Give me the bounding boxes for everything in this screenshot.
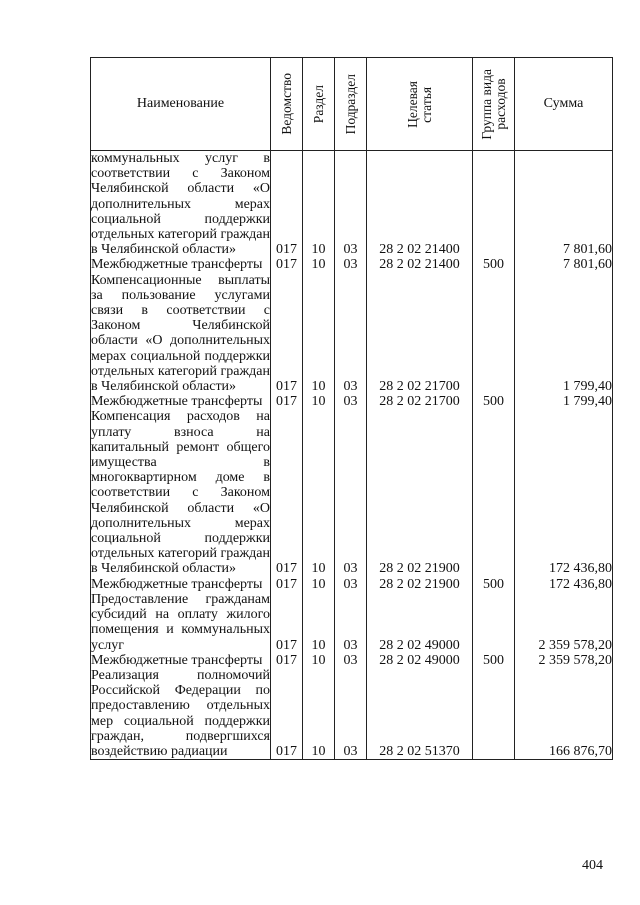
- cell-tselevaya-statya: 28 2 02 51370: [367, 668, 473, 760]
- table-row: [91, 273, 613, 395]
- cell-vedomstvo: 017: [271, 151, 303, 258]
- cell-gruppa-vida: 500: [473, 394, 515, 409]
- cell-vedomstvo: 017: [271, 273, 303, 395]
- cell-gruppa-vida: [473, 273, 515, 395]
- cell-gruppa-vida: [473, 592, 515, 653]
- cell-tselevaya-statya: 28 2 02 21700: [367, 273, 473, 395]
- cell-razdel: 10: [303, 257, 335, 272]
- cell-gruppa-vida: [473, 151, 515, 258]
- cell-tselevaya-statya: 28 2 02 49000: [367, 592, 473, 653]
- cell-gruppa-vida: [473, 409, 515, 576]
- cell-podrazdel: 03: [335, 151, 367, 258]
- table-row: [91, 653, 613, 668]
- cell-summa: 2 359 578,20: [515, 592, 613, 653]
- cell-summa: 7 801,60: [515, 257, 613, 272]
- cell-name: Компенсационные выплаты за пользование услугами связи в соответствии с Законом Челябинской области «О дополнительных мерах социальной поддержки отдельных категорий граждан в Челябинской области»: [91, 272, 270, 395]
- table-row: [91, 409, 613, 576]
- cell-name: Реализация полномочий Российской Федерации по предоставлению отдельных мер социальной поддержки граждан, подвергшихся воздействию радиации: [91, 667, 270, 759]
- budget-table: [90, 57, 613, 760]
- table-header: [91, 58, 613, 151]
- table-row: [91, 257, 613, 272]
- cell-razdel: 10: [303, 409, 335, 576]
- cell-name: Межбюджетные трансферты: [91, 257, 271, 272]
- cell-razdel: 10: [303, 668, 335, 760]
- cell-name: Компенсация расходов на уплату взноса на капитальный ремонт общего имущества в многоквартирном доме в соответствии с Законом Челябинской области «О дополнительных мерах социальной поддержки отдельных категорий граждан в Челябинской области»: [91, 409, 270, 577]
- cell-gruppa-vida: 500: [473, 653, 515, 668]
- table-row: [91, 394, 613, 409]
- cell-podrazdel: 03: [335, 653, 367, 668]
- cell-tselevaya-statya: 28 2 02 21400: [367, 257, 473, 272]
- cell-vedomstvo: 017: [271, 653, 303, 668]
- cell-summa: 7 801,60: [515, 151, 613, 258]
- cell-gruppa-vida: [473, 668, 515, 760]
- cell-tselevaya-statya: 28 2 02 21900: [367, 577, 473, 592]
- cell-name: Межбюджетные трансферты: [91, 653, 271, 668]
- cell-vedomstvo: 017: [271, 577, 303, 592]
- table-row: [91, 151, 613, 258]
- cell-name: Межбюджетные трансферты: [91, 577, 271, 592]
- cell-podrazdel: 03: [335, 394, 367, 409]
- cell-vedomstvo: 017: [271, 394, 303, 409]
- cell-name: коммунальных услуг в соответствии с Законом Челябинской области «О дополнительных мерах социальной поддержки отдельных категорий граждан в Челябинской области»: [91, 151, 270, 258]
- cell-summa: 172 436,80: [515, 577, 613, 592]
- page-number: 404: [582, 858, 603, 873]
- header-name: Наименование: [91, 58, 271, 151]
- header-vedomstvo: Ведомство: [271, 58, 303, 151]
- cell-summa: 2 359 578,20: [515, 653, 613, 668]
- table-row: [91, 668, 613, 760]
- cell-tselevaya-statya: 28 2 02 21700: [367, 394, 473, 409]
- cell-podrazdel: 03: [335, 577, 367, 592]
- cell-vedomstvo: 017: [271, 409, 303, 576]
- cell-tselevaya-statya: 28 2 02 49000: [367, 653, 473, 668]
- cell-gruppa-vida: 500: [473, 577, 515, 592]
- header-razdel: Раздел: [303, 58, 335, 151]
- cell-razdel: 10: [303, 653, 335, 668]
- cell-podrazdel: 03: [335, 257, 367, 272]
- table-body: [91, 151, 613, 760]
- header-gruppa-vida-raskhodov: Группа вида расходов: [473, 58, 515, 151]
- cell-name: Межбюджетные трансферты: [91, 394, 271, 409]
- cell-podrazdel: 03: [335, 409, 367, 576]
- cell-name: Предоставление гражданам субсидий на оплату жилого помещения и коммунальных услуг: [91, 591, 270, 653]
- cell-vedomstvo: 017: [271, 592, 303, 653]
- header-summa: Сумма: [515, 58, 613, 151]
- cell-tselevaya-statya: 28 2 02 21900: [367, 409, 473, 576]
- cell-vedomstvo: 017: [271, 668, 303, 760]
- cell-podrazdel: 03: [335, 668, 367, 760]
- cell-summa: 172 436,80: [515, 409, 613, 576]
- cell-razdel: 10: [303, 273, 335, 395]
- cell-podrazdel: 03: [335, 273, 367, 395]
- header-podrazdel: Подраздел: [335, 58, 367, 151]
- cell-summa: 1 799,40: [515, 273, 613, 395]
- cell-tselevaya-statya: 28 2 02 21400: [367, 151, 473, 258]
- table-row: [91, 592, 613, 653]
- cell-razdel: 10: [303, 151, 335, 258]
- cell-podrazdel: 03: [335, 592, 367, 653]
- cell-summa: 166 876,70: [515, 668, 613, 760]
- header-tselevaya-statya: Целевая статья: [367, 58, 473, 151]
- cell-razdel: 10: [303, 394, 335, 409]
- cell-vedomstvo: 017: [271, 257, 303, 272]
- table-row: [91, 577, 613, 592]
- cell-razdel: 10: [303, 577, 335, 592]
- cell-gruppa-vida: 500: [473, 257, 515, 272]
- cell-summa: 1 799,40: [515, 394, 613, 409]
- cell-razdel: 10: [303, 592, 335, 653]
